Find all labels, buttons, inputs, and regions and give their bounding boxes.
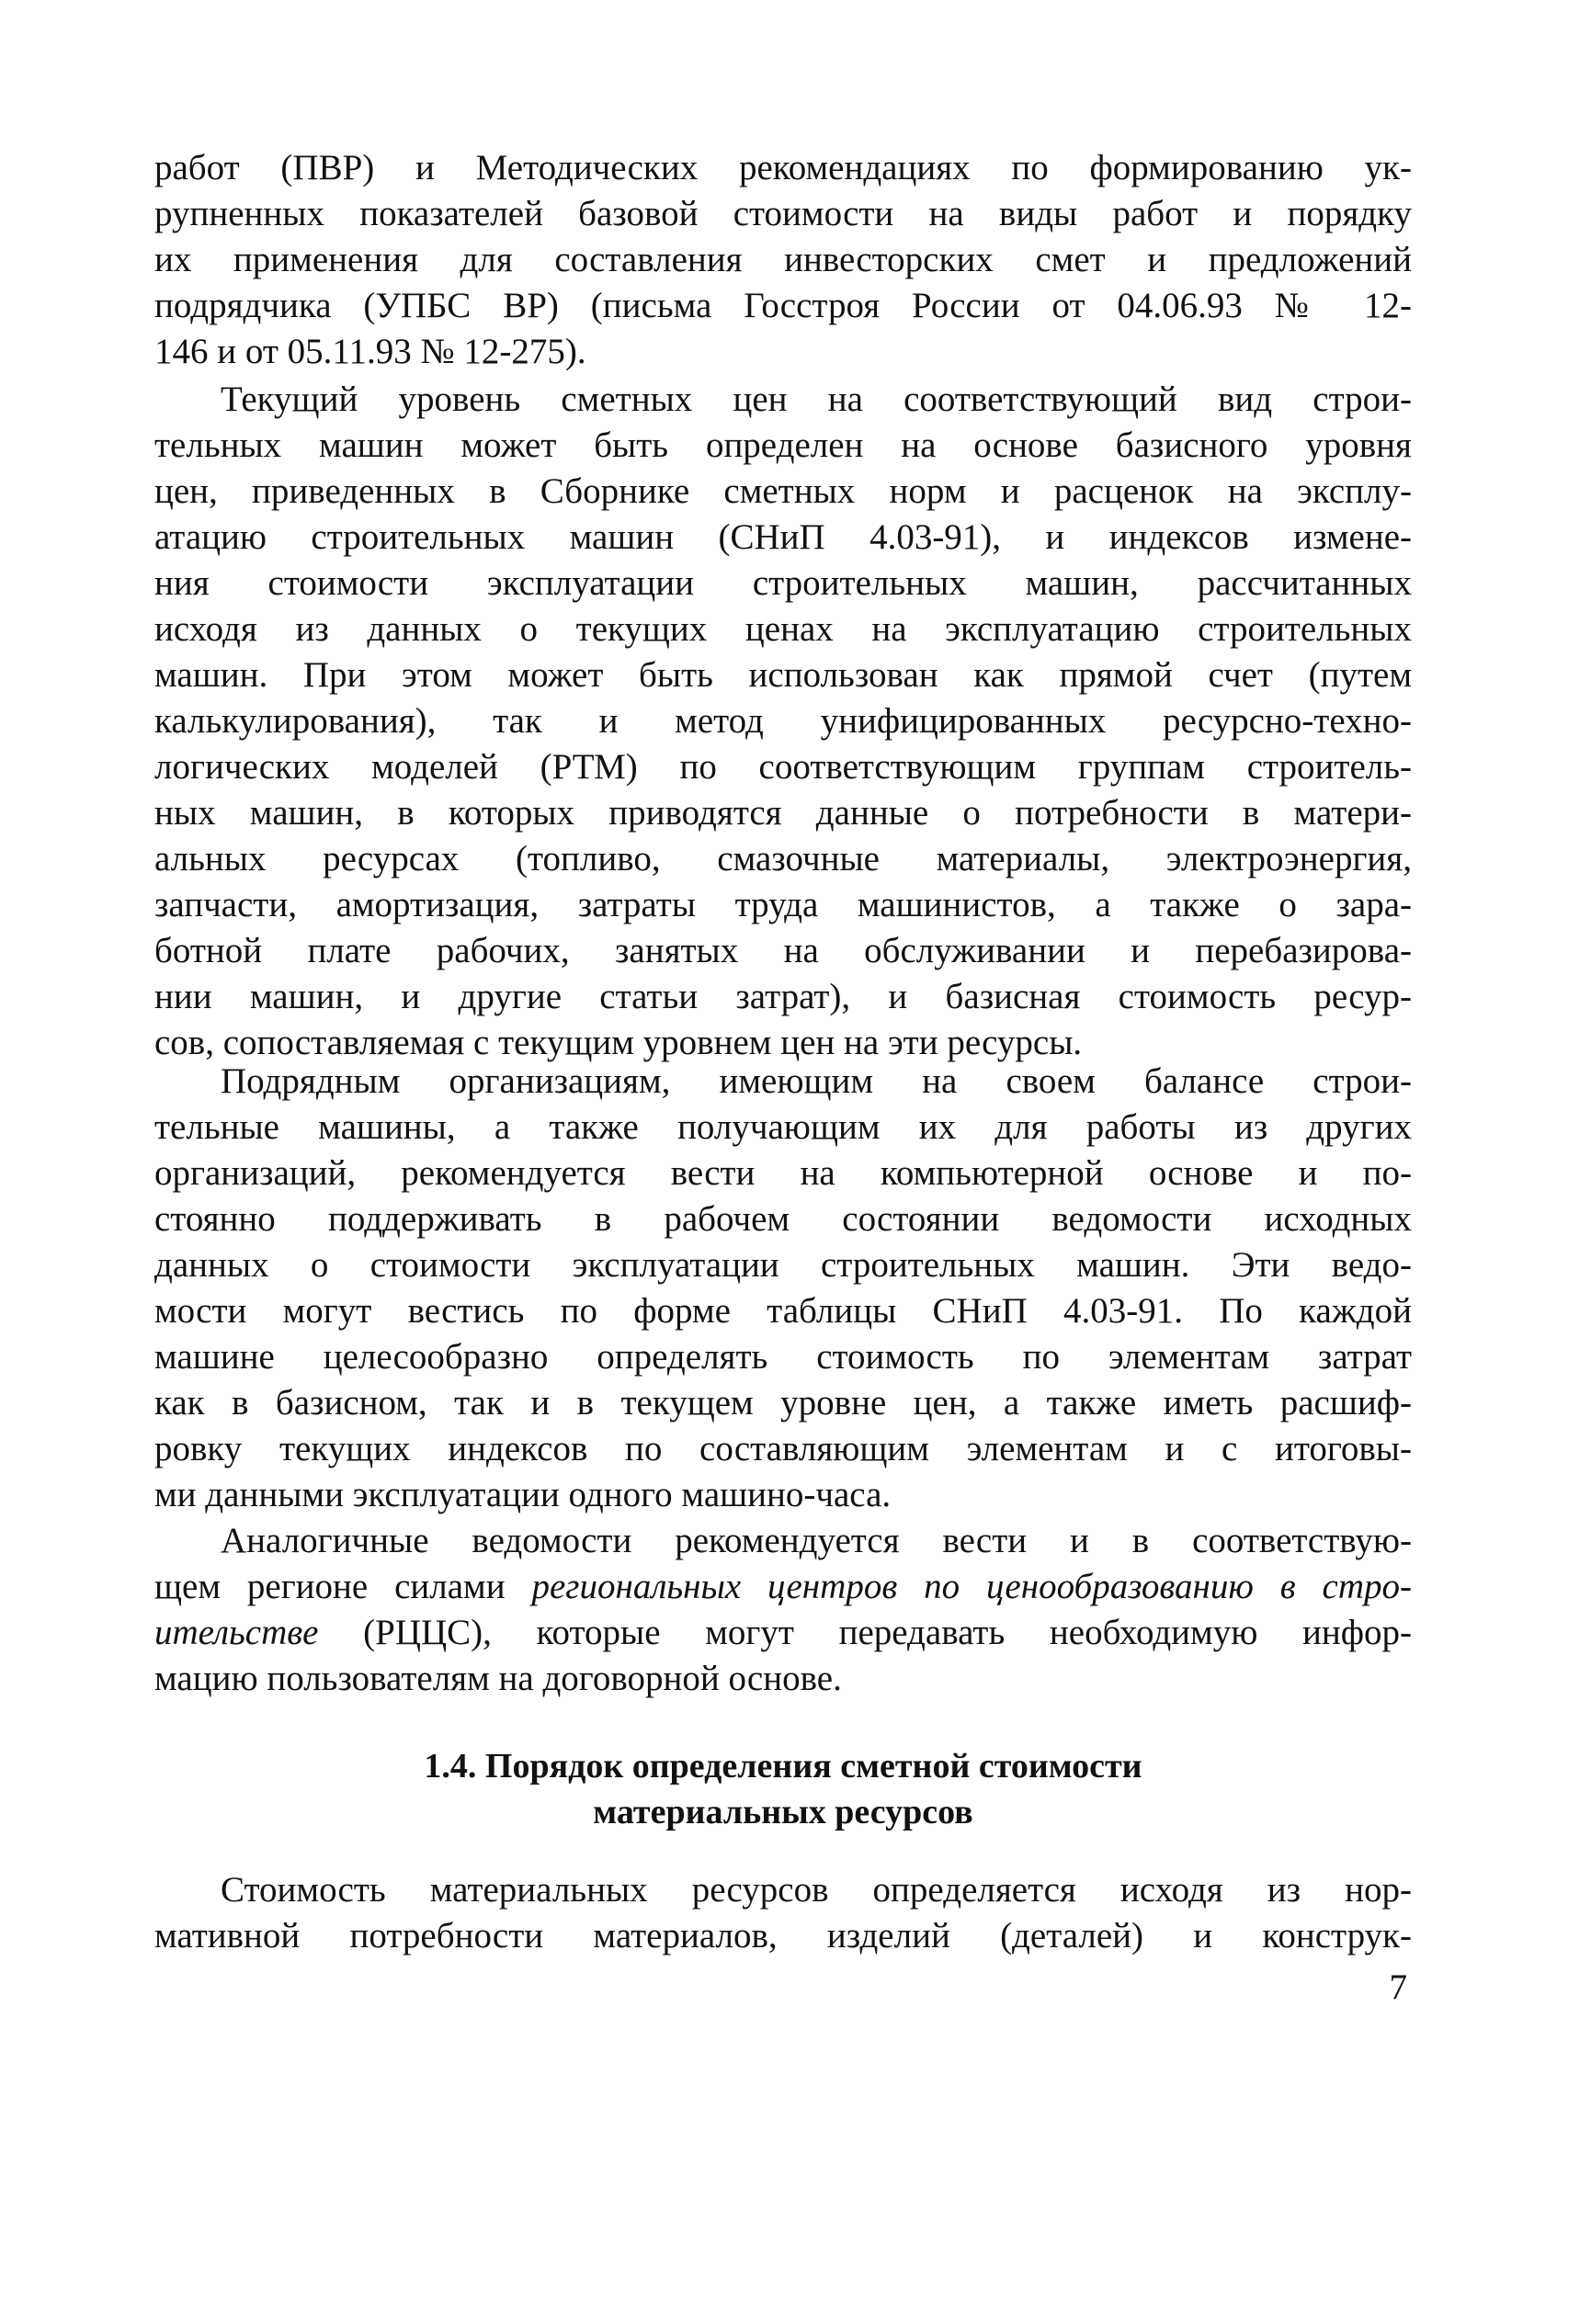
- text-line: как в базисном, так и в текущем уровне цен, а также иметь расшиф-: [154, 1383, 1412, 1423]
- text-line: логических моделей (РТМ) по соответствующим группам строитель-: [154, 747, 1412, 787]
- text-line: мости могут вестись по форме таблицы СНиП 4.03-91. По каждой: [154, 1291, 1412, 1331]
- page-number: 7: [1389, 1967, 1407, 2007]
- text-line: Текущий уровень сметных цен на соответствующий вид строи-: [221, 380, 1412, 419]
- section-heading-line: материальных ресурсов: [593, 1793, 973, 1831]
- text-line: тельных машин может быть определен на основе базисного уровня: [154, 425, 1412, 465]
- italic-term: ительстве: [154, 1613, 319, 1652]
- text-line: сов, сопоставляемая с текущим уровнем цен на эти ресурсы.: [154, 1023, 1083, 1062]
- italic-term: региональных центров по ценообразованию в стро-: [531, 1567, 1413, 1606]
- text-line: работ (ПВР) и Методических рекомендациях по формированию ук-: [154, 148, 1412, 187]
- text-line: ми данными эксплуатации одного машино-часа.: [154, 1475, 892, 1514]
- text-line: Аналогичные ведомости рекомендуется вести и в соответствую-: [221, 1521, 1412, 1560]
- text-line: данных о стоимости эксплуатации строительных машин. Эти ведо-: [154, 1245, 1412, 1285]
- text-line: машине целесообразно определять стоимость по элементам затрат: [154, 1337, 1412, 1377]
- text-span: (РЦЦС), которые могут передавать необходимую инфор-: [318, 1613, 1412, 1652]
- text-line: стоянно поддерживать в рабочем состоянии ведомости исходных: [154, 1199, 1412, 1239]
- text-line: тельные машины, а также получающим их для работы из других: [154, 1107, 1412, 1147]
- text-span: щем регионе силами: [154, 1567, 532, 1606]
- text-line: атацию строительных машин (СНиП 4.03-91), и индексов измене-: [154, 517, 1412, 557]
- paragraph-5: [154, 1867, 1412, 1959]
- paragraph-3: [154, 1059, 1412, 1518]
- text-line: [154, 1564, 1412, 1610]
- paragraph-1: [154, 145, 1412, 375]
- text-line: мативной потребности материалов, изделий (деталей) и конструк-: [154, 1916, 1412, 1956]
- text-line: 146 и от 05.11.93 № 12-275).: [154, 332, 586, 371]
- text-line: ровку текущих индексов по составляющим элементам и с итоговы-: [154, 1429, 1412, 1468]
- text-line: рупненных показателей базовой стоимости на виды работ и порядку: [154, 194, 1412, 233]
- text-line: нии машин, и другие статьи затрат), и базисная стоимость ресур-: [154, 977, 1412, 1016]
- text-line: калькулирования), так и метод унифицированных ресурсно-техно-: [154, 701, 1412, 741]
- text-line: подрядчика (УПБС ВР) (письма Госстроя России от 04.06.93 № 12-: [154, 286, 1412, 325]
- paragraph-4: [154, 1518, 1412, 1702]
- paragraph-2: [154, 377, 1412, 1066]
- section-heading-line: 1.4. Порядок определения сметной стоимости: [424, 1747, 1142, 1786]
- text-line: альных ресурсах (топливо, смазочные материалы, электроэнергия,: [154, 839, 1412, 879]
- text-line: Подрядным организациям, имеющим на своем балансе строи-: [221, 1061, 1412, 1101]
- text-line: цен, приведенных в Сборнике сметных норм и расценок на эксплу-: [154, 471, 1412, 511]
- text-line: машин. При этом может быть использован как прямой счет (путем: [154, 655, 1412, 695]
- section-heading: [154, 1743, 1412, 1835]
- text-line: организаций, рекомендуется вести на компьютерной основе и по-: [154, 1153, 1412, 1193]
- text-line: исходя из данных о текущих ценах на эксплуатацию строительных: [154, 609, 1412, 649]
- text-line: Стоимость материальных ресурсов определяется исходя из нор-: [221, 1870, 1412, 1910]
- text-line: ботной плате рабочих, занятых на обслуживании и перебазирова-: [154, 931, 1412, 970]
- text-line: их применения для составления инвесторских смет и предложений: [154, 240, 1412, 279]
- text-line: мацию пользователям на договорной основе.: [154, 1659, 842, 1698]
- text-line: запчасти, амортизация, затраты труда машинистов, а также о зара-: [154, 885, 1412, 924]
- text-line: ния стоимости эксплуатации строительных машин, рассчитанных: [154, 563, 1412, 603]
- text-line: ных машин, в которых приводятся данные о потребности в матери-: [154, 793, 1412, 833]
- text-line: [154, 1610, 1412, 1656]
